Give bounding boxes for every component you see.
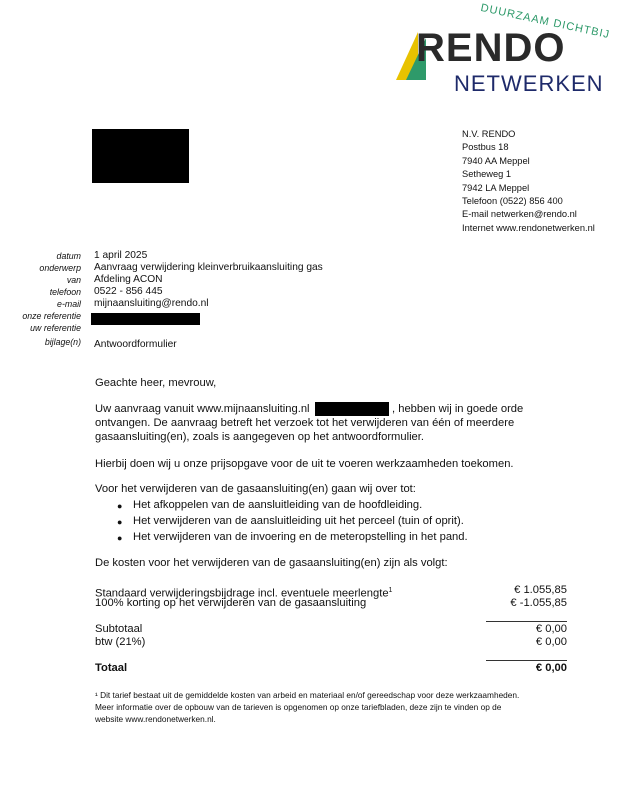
sender-line: N.V. RENDO: [462, 129, 516, 139]
total-amount: € 0,00: [535, 662, 567, 674]
label-uw-referentie: uw referentie: [30, 323, 81, 333]
value-datum: 1 april 2025: [94, 250, 148, 261]
paragraph-1-line-1a: Uw aanvraag vanuit www.mijnaansluiting.nl: [95, 403, 310, 415]
redacted-onze-referentie: [91, 313, 200, 325]
label-onze-referentie: onze referentie: [22, 311, 81, 321]
sender-line: Telefoon (0522) 856 400: [462, 196, 563, 207]
value-van: Afdeling ACON: [94, 274, 163, 285]
list-item: Het afkoppelen van de aansluitleiding van de hoofdleiding.: [133, 499, 423, 511]
cost-line-1-amount: € 1.055,85: [514, 584, 567, 596]
paragraph-3: Voor het verwijderen van de gasaansluiting(en) gaan wij over tot:: [95, 483, 416, 495]
footnote-mark: ¹: [95, 690, 98, 700]
sender-line: Postbus 18: [462, 142, 509, 153]
list-item: Het verwijderen van de invoering en de meteropstelling in het pand.: [133, 531, 468, 543]
label-email: e-mail: [57, 299, 81, 309]
subtotal-label: Subtotaal: [95, 623, 143, 635]
redacted-recipient: [92, 129, 189, 183]
footnote-line-1: ¹ Dit tarief bestaat uit de gemiddelde kosten van arbeid en materiaal en/of gereedschap voor deze werkzaamheden.: [95, 690, 520, 700]
subtotal-divider: [486, 621, 567, 622]
label-datum: datum: [56, 251, 81, 261]
subtotal-amount: € 0,00: [535, 623, 567, 635]
footnote-marker: 1: [388, 587, 393, 594]
value-onderwerp: Aanvraag verwijdering kleinverbruikaansluiting gas: [94, 262, 323, 273]
paragraph-2: Hierbij doen wij u onze prijsopgave voor de uit te voeren werkzaamheden toekomen.: [95, 458, 514, 470]
sender-address: [462, 128, 595, 235]
footnote-line-3: website www.rendonetwerken.nl.: [95, 714, 216, 724]
sender-line: 7942 LA Meppel: [462, 182, 530, 193]
footnote-line-2: Meer informatie over de opbouw van de tarieven is opgenomen op onze tariefbladen, deze zijn te vinden op de: [95, 702, 502, 712]
label-telefoon: telefoon: [49, 287, 81, 297]
logo-name: RENDO: [416, 26, 566, 70]
btw-amount: € 0,00: [535, 636, 567, 648]
salutation: Geachte heer, mevrouw,: [95, 377, 217, 389]
bullet-icon: ●: [117, 517, 123, 527]
total-label: Totaal: [95, 662, 128, 674]
logo-sub: NETWERKEN: [454, 71, 604, 96]
cost-line-2-label: 100% korting op het verwijderen van de gasaansluiting: [95, 597, 367, 609]
letter-meta: [0, 250, 641, 360]
sender-line: 7940 AA Meppel: [462, 155, 530, 166]
paragraph-4: De kosten voor het verwijderen van de gasaansluiting(en) zijn als volgt:: [95, 557, 448, 569]
value-telefoon: 0522 - 856 445: [94, 286, 163, 297]
label-bijlagen: bijlage(n): [44, 337, 81, 347]
cost-line-2-amount: € -1.055,85: [510, 597, 567, 609]
paragraph-1-line-2: ontvangen. De aanvraag betreft het verzoek tot het verwijderen van één of meerdere: [95, 417, 515, 429]
bullet-icon: ●: [117, 533, 123, 543]
cost-line-1-label: Standaard verwijderingsbijdrage incl. eventuele meerlengte$^1$: [95, 587, 393, 600]
btw-label: btw (21%): [95, 636, 146, 648]
paragraph-1-line-3: gasaansluiting(en), zoals is aangegeven op het antwoordformulier.: [95, 431, 424, 443]
bullet-icon: ●: [117, 501, 123, 511]
redacted-request-number: [315, 402, 389, 416]
list-item: Het verwijderen van de aansluitleiding uit het perceel (tuin of oprit).: [133, 515, 464, 527]
value-bijlagen: Antwoordformulier: [94, 339, 177, 350]
label-onderwerp: onderwerp: [39, 263, 81, 273]
sender-line: E-mail netwerken@rendo.nl: [462, 209, 577, 220]
sender-line: Internet www.rendonetwerken.nl: [462, 222, 595, 233]
paragraph-1-line-1b: , hebben wij in goede orde: [392, 403, 524, 415]
label-van: van: [66, 275, 81, 285]
logo-tagline: DUURZAAM DICHTBIJ: [479, 2, 612, 42]
total-divider: [486, 660, 567, 661]
sender-line: Setheweg 1: [462, 169, 512, 180]
value-email: mijnaansluiting@rendo.nl: [94, 298, 209, 309]
rendo-logo: [390, 2, 640, 102]
